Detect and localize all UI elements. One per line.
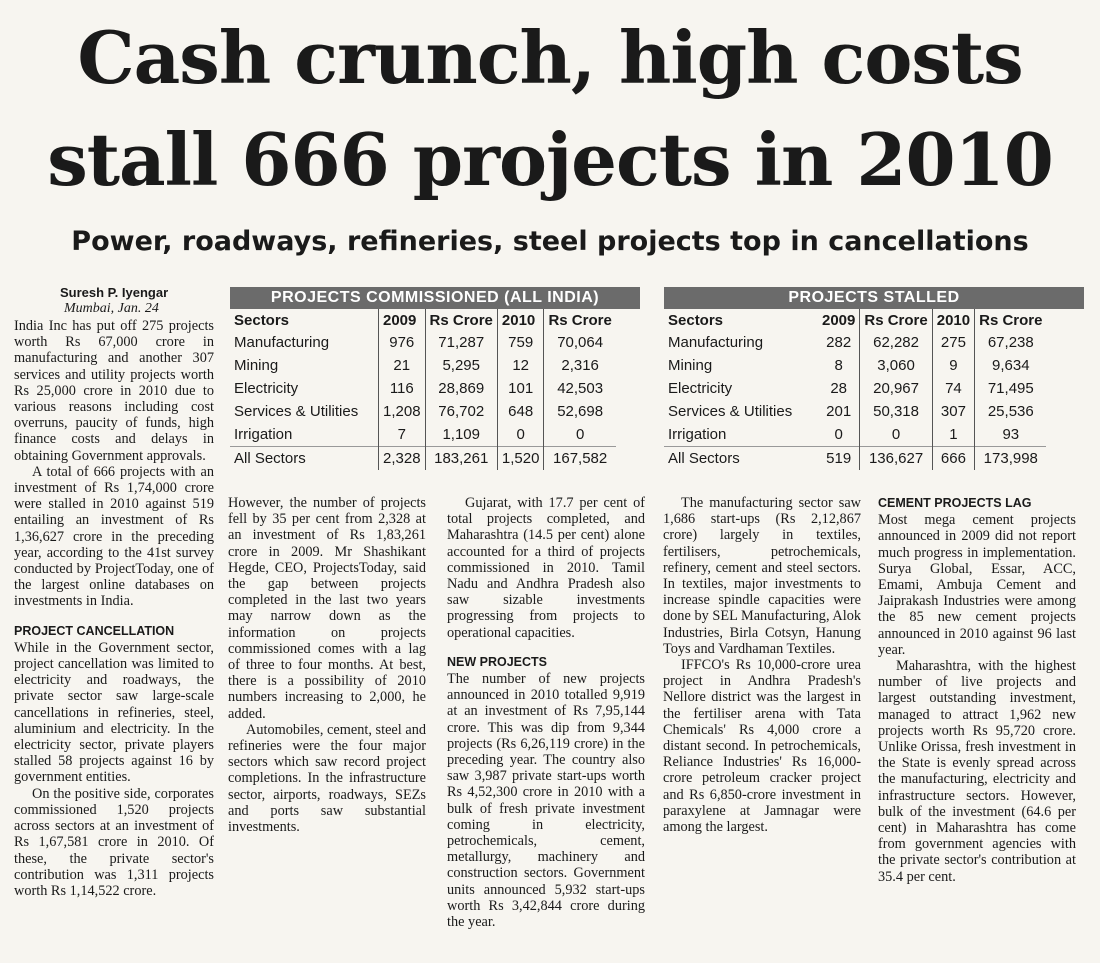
table-cell: Mining <box>668 357 713 374</box>
article-column-2 <box>228 495 426 835</box>
table-cell: 1,208 <box>379 400 426 423</box>
paragraph: Gujarat, with 17.7 per cent of total projects completed, and Maharashtra (14.5 per cent) alone accounted for a third of projects commissioned in 2010. Tamil Nadu and Andhra Pradesh also saw sizable investments progressing from projects to operational capacities. <box>447 495 645 641</box>
table-cell: 201 <box>826 403 852 420</box>
table-cell: Irrigation <box>234 426 293 443</box>
article-column-1 <box>14 318 214 958</box>
table-cell: 62,282 <box>860 331 932 354</box>
column-header: 2010 <box>497 309 544 331</box>
table-cell: Mining <box>234 357 279 374</box>
table-cell: 5,295 <box>425 354 497 377</box>
table-cell: 42,503 <box>544 377 616 400</box>
table-cell: 71,287 <box>425 331 497 354</box>
table-cell: 1,109 <box>425 423 497 447</box>
table-row <box>230 423 616 447</box>
column-header: Rs Crore <box>425 309 497 331</box>
table-cell: 1 <box>932 423 974 447</box>
table-cell: 3,060 <box>860 354 932 377</box>
section-heading: CEMENT PROJECTS LAG <box>878 496 1032 510</box>
table-row <box>664 354 1046 377</box>
table-header-row <box>230 309 616 331</box>
column-header: 2009 <box>822 311 856 329</box>
table-cell: 307 <box>932 400 974 423</box>
article-column-3 <box>447 495 645 930</box>
column-header: Sectors <box>668 311 724 329</box>
table-cell: 67,238 <box>975 331 1047 354</box>
table-cell: Electricity <box>668 380 733 397</box>
table-cell: 9 <box>932 354 974 377</box>
table-cell: 28 <box>830 380 848 397</box>
table-cell: 7 <box>379 423 426 447</box>
table-cell: 0 <box>544 423 616 447</box>
table-cell: All Sectors <box>664 447 818 471</box>
byline: Suresh P. Iyengar <box>60 285 169 300</box>
table-title: PROJECTS COMMISSIONED (ALL INDIA) <box>230 287 640 309</box>
table-row <box>230 400 616 423</box>
table-cell: 519 <box>818 447 860 471</box>
column-header: 2010 <box>932 309 974 331</box>
table-cell: 282 <box>826 334 852 351</box>
table-cell: 648 <box>497 400 544 423</box>
paragraph: The number of new projects announced in 2010 totalled 9,919 at an investment of Rs 7,95,144 crore. This was dip from 9,344 projects (Rs 6,26,119 crore) in the preceding year. The country also saw 3,987 private start-ups worth Rs 4,52,300 crore in 2010 with a bulk of fresh private investment coming in electricity, petrochemicals, cement, metallurgy, machinery and construction sectors. Government units announced 5,932 start-ups worth Rs 3,42,844 crore during the year. <box>447 671 645 931</box>
column-header: Rs Crore <box>544 309 616 331</box>
column-header: Rs Crore <box>975 309 1047 331</box>
table-cell: 1,520 <box>497 447 544 471</box>
table-cell: 0 <box>834 426 843 443</box>
table-cell: Services & Utilities <box>234 403 359 420</box>
table-cell: 25,536 <box>975 400 1047 423</box>
table-row <box>664 423 1046 447</box>
table-row <box>230 377 616 400</box>
table-row <box>664 331 1046 354</box>
table-cell: 136,627 <box>860 447 932 471</box>
table-cell: 12 <box>497 354 544 377</box>
table-cell: 70,064 <box>544 331 616 354</box>
table-cell: 52,698 <box>544 400 616 423</box>
table-cell: 71,495 <box>975 377 1047 400</box>
table-cell: 183,261 <box>425 447 497 471</box>
data-table <box>230 309 616 470</box>
table-cell: 2,328 <box>379 447 426 471</box>
paragraph: On the positive side, corporates commissioned 1,520 projects across sectors at an investment of Rs 1,67,581 crore in 2010. Of these, the private sector's contribution was 1,311 projects worth Rs 1,14,522 crore. <box>14 785 214 899</box>
table-cell: Electricity <box>234 380 299 397</box>
table-cell: 759 <box>497 331 544 354</box>
table-cell: 76,702 <box>425 400 497 423</box>
paragraph: The manufacturing sector saw 1,686 start-ups (Rs 2,12,867 crore) largely in textiles, fertilisers, petrochemicals, refinery, cement and steel sectors. In textiles, major investments to increase spindle capacities were done by SEL Manufacturing, Alok Industries, Birla Cotsyn, Hanung Toys and Vardhaman Textiles. <box>663 495 861 657</box>
paragraph: Most mega cement projects announced in 2009 did not report much progress in implementation. Surya Global, Essar, ACC, Emami, Ambuja Cement and Jaiprakash Industries were among the 85 new cement projects announced in 2010 against 96 last year. <box>878 512 1076 658</box>
paragraph: While in the Government sector, project cancellation was limited to electricity and roadways, the private sector saw large-scale cancellations in refineries, steel, aluminium and electricity. In the electricity sector, private players stalled 58 projects against 16 by government entities. <box>14 639 214 786</box>
table-cell: All Sectors <box>230 447 379 471</box>
headline-line-2: stall 666 projects in 2010 <box>47 117 1053 202</box>
paragraph: Maharashtra, with the highest number of live projects and largest outstanding investment, managed to attract 1,962 new projects worth Rs 95,720 crore. Unlike Orissa, fresh investment in the State is evenly spread across the manufacturing, electricity and infrastructure sectors. However, bulk of the investment (64.6 per cent) in Maharashtra has come from government agencies with the private sector's contribution at 35.4 per cent. <box>878 658 1076 885</box>
dateline: Mumbai, Jan. 24 <box>64 301 159 316</box>
table-cell: 74 <box>932 377 974 400</box>
table-cell: 666 <box>932 447 974 471</box>
table-cell: 0 <box>860 423 932 447</box>
table-cell: 21 <box>379 354 426 377</box>
paragraph: A total of 666 projects with an investment of Rs 1,74,000 crore were stalled in 2010 against 519 entailing an investment of Rs 1,36,627 crore in the preceding year, according to the 41st survey conducted by ProjectToday, one of the largest online databases on investments in India. <box>14 463 214 610</box>
table-cell: 101 <box>497 377 544 400</box>
subheadline: Power, roadways, refineries, steel projects top in cancellations <box>71 226 1029 257</box>
headline-line-1: Cash crunch, high costs <box>77 15 1023 100</box>
article-column-4 <box>663 495 861 835</box>
table-cell: 8 <box>834 357 843 374</box>
section-heading: NEW PROJECTS <box>447 654 548 669</box>
table-cell: 20,967 <box>860 377 932 400</box>
table-cell: Manufacturing <box>234 334 330 351</box>
table-row <box>664 447 1046 471</box>
section-heading: PROJECT CANCELLATION <box>14 623 175 638</box>
article-column-5 <box>878 495 1076 885</box>
table-row <box>230 331 616 354</box>
paragraph: IFFCO's Rs 10,000-crore urea project in Andhra Pradesh's Nellore district was the largest in the fertiliser arena with Tata Chemicals' Rs 4,000 crore a distant second. In petrochemicals, Reliance Industries' Rs 16,000-crore petroleum cracker project and Rs 6,850-crore investment in paraxylene at Jamnagar were among the largest. <box>663 657 861 836</box>
table-cell: Services & Utilities <box>668 403 793 420</box>
table-cell: 9,634 <box>975 354 1047 377</box>
table-row <box>664 400 1046 423</box>
table-cell: 167,582 <box>544 447 616 471</box>
column-header: Rs Crore <box>860 309 932 331</box>
table-cell: 976 <box>379 331 426 354</box>
table-row <box>230 447 616 471</box>
column-header: 2009 <box>379 309 426 331</box>
table-title: PROJECTS STALLED <box>664 287 1084 309</box>
column-header: Sectors <box>234 311 290 329</box>
table-cell: Irrigation <box>668 426 727 443</box>
table-cell: Manufacturing <box>668 334 764 351</box>
table-cell: 116 <box>379 377 426 400</box>
table-cell: 275 <box>932 331 974 354</box>
table-row <box>664 377 1046 400</box>
table-cell: 28,869 <box>425 377 497 400</box>
table-cell: 93 <box>975 423 1047 447</box>
paragraph: Automobiles, cement, steel and refineries were the four major sectors which saw record project completions. In the infrastructure sector, airports, roadways, SEZs and ports saw substantial investments. <box>228 721 426 836</box>
paragraph: India Inc has put off 275 projects worth Rs 67,000 crore in manufacturing and another 307 services and utility projects worth Rs 25,000 crore in 2010 due to various reasons including cost overruns, paucity of funds, high finance costs and delays in obtaining Government approvals. <box>14 318 214 464</box>
table-header-row <box>664 309 1046 331</box>
table-cell: 0 <box>497 423 544 447</box>
table-row <box>230 354 616 377</box>
paragraph: However, the number of projects fell by 35 per cent from 2,328 at an investment of Rs 1,83,261 crore in 2009. Mr Shashikant Hegde, CEO, ProjectsToday, said the gap between projects completed in the last two years may narrow down as the information on projects commissioned comes with a lag of three to four months. At best, there is a possibility of 2010 numbers increasing to 2,000, he added. <box>228 495 426 722</box>
table-cell: 50,318 <box>860 400 932 423</box>
table-cell: 2,316 <box>544 354 616 377</box>
table-projects-commissioned <box>230 287 640 470</box>
data-table <box>664 309 1046 470</box>
table-projects-stalled <box>664 287 1084 470</box>
table-cell: 173,998 <box>975 447 1047 471</box>
